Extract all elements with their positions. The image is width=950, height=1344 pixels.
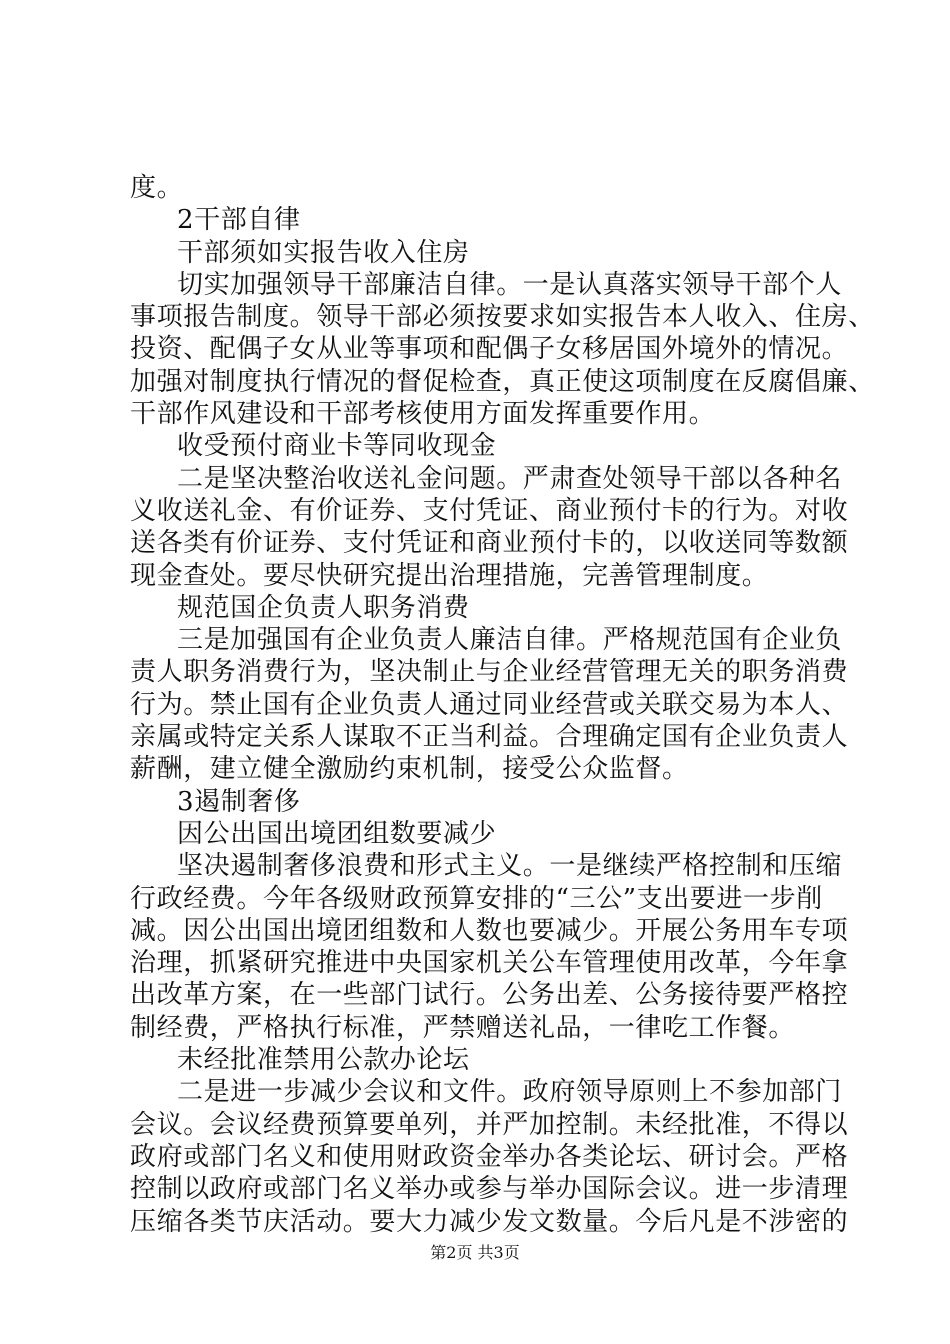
text-line: 未经批准禁用公款办论坛	[177, 1045, 470, 1076]
text-line: 出改革方案，在一些部门试行。公务出差、公务接待要严格控	[130, 980, 849, 1011]
text-line: 2干部自律	[177, 205, 301, 236]
text-line: 加强对制度执行情况的督促检查，真正使这项制度在反腐倡廉、	[130, 366, 875, 397]
text-line: 3遏制奢侈	[177, 786, 301, 817]
text-line: 亲属或特定关系人谋取不正当利益。合理确定国有企业负责人	[130, 722, 849, 753]
text-line: 干部作风建设和干部考核使用方面发挥重要作用。	[130, 399, 716, 430]
text-line: 干部须如实报告收入住房	[177, 237, 470, 268]
page-number-footer: 第2页 共3页	[430, 1243, 520, 1262]
text-line: 因公出国出境团组数要减少	[177, 818, 497, 849]
text-line: 度。	[130, 173, 184, 203]
text-line: 薪酬，建立健全激励约束机制，接受公众监督。	[130, 754, 689, 785]
document-body	[130, 172, 875, 1238]
text-line: 政府或部门名义和使用财政资金举办各类论坛、研讨会。严格	[130, 1141, 849, 1172]
text-line: 义收送礼金、有价证券、支付凭证、商业预付卡的行为。对收	[130, 495, 849, 526]
text-line: 控制以政府或部门名义举办或参与举办国际会议。进一步清理	[130, 1174, 849, 1205]
text-line: 治理，抓紧研究推进中央国家机关公车管理使用改革，今年拿	[130, 948, 849, 979]
text-line: 二是坚决整治收送礼金问题。严肃查处领导干部以各种名	[177, 463, 843, 494]
text-line: 事项报告制度。领导干部必须按要求如实报告本人收入、住房、	[130, 302, 875, 333]
text-line: 投资、配偶子女从业等事项和配偶子女移居国外境外的情况。	[130, 334, 849, 365]
text-line: 规范国企负责人职务消费	[177, 592, 470, 623]
text-line: 收受预付商业卡等同收现金	[177, 431, 497, 462]
text-line: 责人职务消费行为，坚决制止与企业经营管理无关的职务消费	[130, 657, 849, 688]
text-line: 三是加强国有企业负责人廉洁自律。严格规范国有企业负	[177, 625, 843, 656]
text-line: 现金查处。要尽快研究提出治理措施，完善管理制度。	[130, 560, 769, 591]
text-line: 二是进一步减少会议和文件。政府领导原则上不参加部门	[177, 1077, 843, 1108]
text-line: 制经费，严格执行标准，严禁赠送礼品，一律吃工作餐。	[130, 1012, 796, 1043]
text-line: 行为。禁止国有企业负责人通过同业经营或关联交易为本人、	[130, 689, 849, 720]
text-line: 行政经费。今年各级财政预算安排的“三公”支出要进一步削	[130, 883, 823, 914]
text-line: 坚决遏制奢侈浪费和形式主义。一是继续严格控制和压缩	[177, 851, 843, 882]
text-line: 送各类有价证券、支付凭证和商业预付卡的，以收送同等数额	[130, 528, 849, 559]
text-line: 切实加强领导干部廉洁自律。一是认真落实领导干部个人	[177, 269, 843, 300]
text-line: 会议。会议经费预算要单列，并严加控制。未经批准，不得以	[130, 1109, 849, 1140]
text-line: 减。因公出国出境团组数和人数也要减少。开展公务用车专项	[130, 915, 849, 946]
text-line: 压缩各类节庆活动。要大力减少发文数量。今后凡是不涉密的	[130, 1206, 849, 1237]
